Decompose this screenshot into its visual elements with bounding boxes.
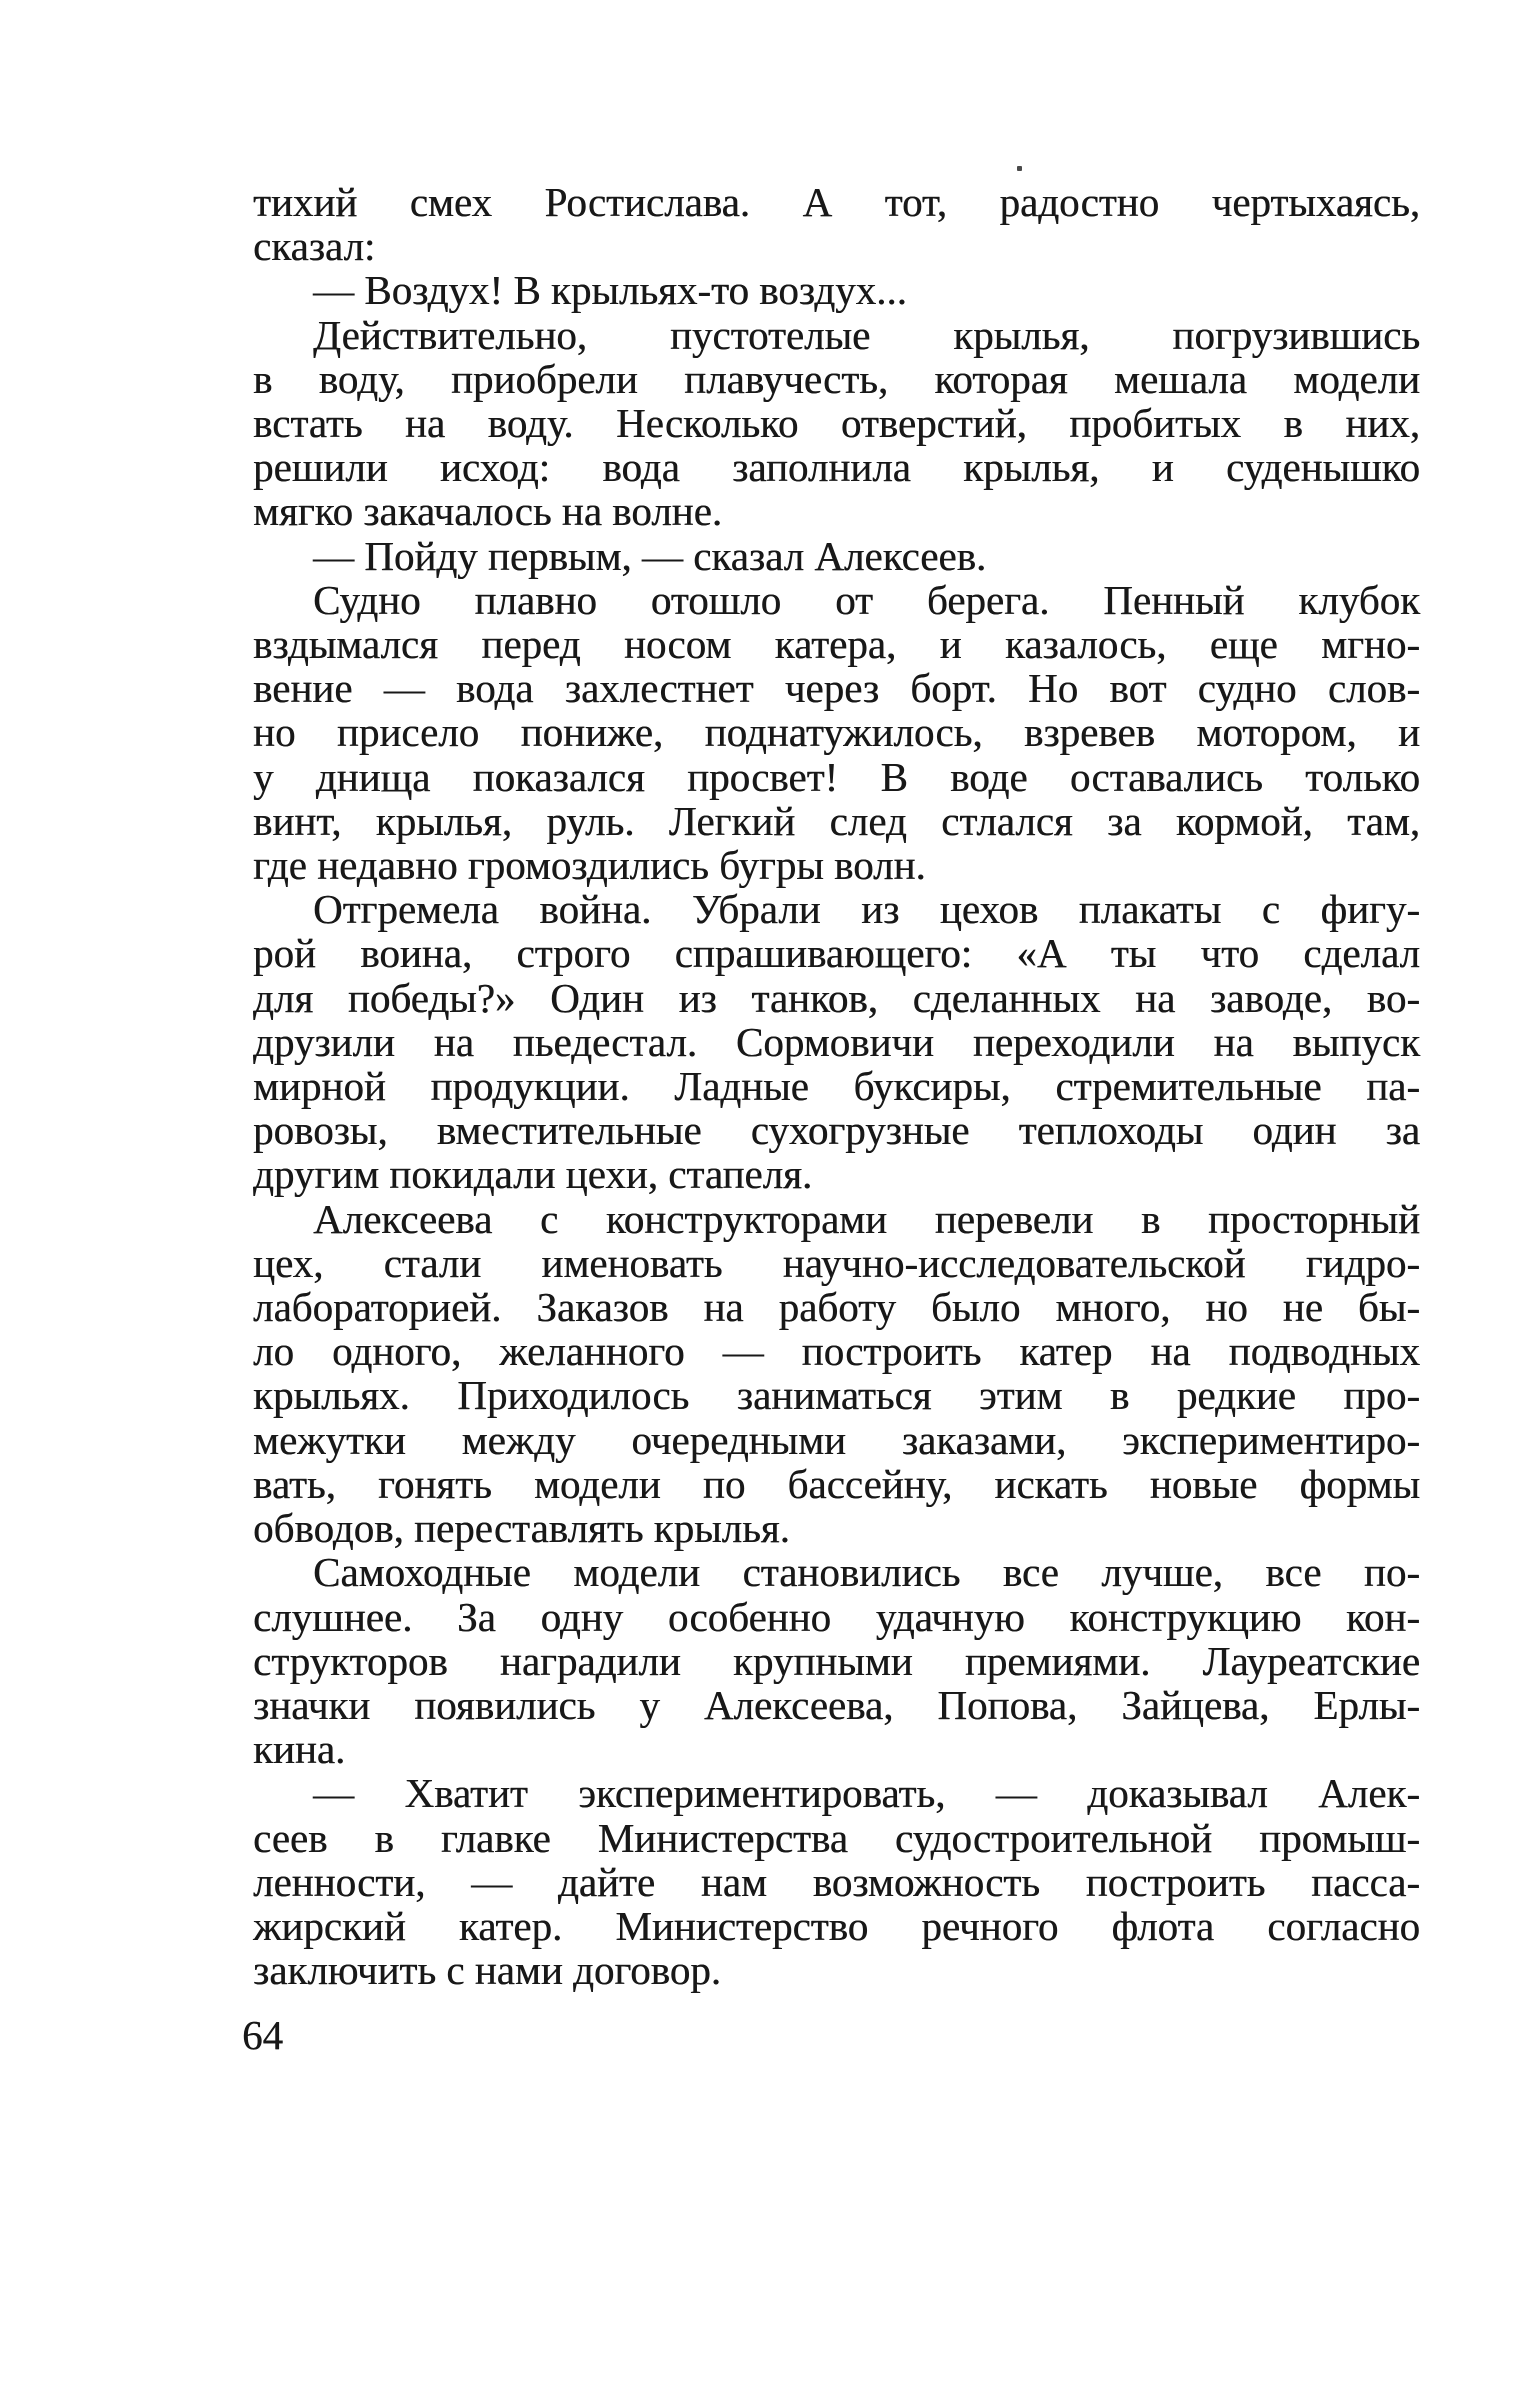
- text-line: обводов, переставлять крылья.: [253, 1505, 790, 1552]
- text-line: крыльях. Приходилось заниматься этим в редкие про-: [253, 1372, 1420, 1419]
- text-line: структоров наградили крупными премиями. Лауреатские: [253, 1637, 1420, 1684]
- text-line: в воду, приобрели плавучесть, которая мешала модели: [253, 355, 1420, 402]
- text-line: сеев в главке Министерства судостроительной промыш-: [253, 1814, 1420, 1861]
- text-line: межутки между очередными заказами, экспериментиро-: [253, 1416, 1420, 1463]
- text-line: Отгремела война. Убрали из цехов плакаты с фигу-: [313, 886, 1420, 933]
- text-line: — Воздух! В крыльях-то воздух...: [313, 267, 907, 314]
- text-line: ленности, — дайте нам возможность построить пасса-: [253, 1858, 1420, 1905]
- text-line: сказал:: [253, 223, 376, 270]
- text-line: вздымался перед носом катера, и казалось, еще мгно-: [253, 621, 1420, 668]
- text-line: где недавно громоздились бугры волн.: [253, 842, 926, 889]
- text-line: Самоходные модели становились все лучше, все по-: [313, 1549, 1420, 1596]
- text-line: жирский катер. Министерство речного флота согласно: [253, 1902, 1420, 1949]
- text-line: слушнее. За одну особенно удачную конструкцию кон-: [253, 1593, 1420, 1640]
- text-line: Алексеева с конструкторами перевели в просторный: [313, 1195, 1420, 1242]
- text-line: тихий смех Ростислава. А тот, радостно чертыхаясь,: [253, 179, 1420, 225]
- text-line: друзили на пьедестал. Сормовичи переходили на выпуск: [253, 1018, 1420, 1065]
- text-line: цех, стали именовать научно-исследовательской гидро-: [253, 1239, 1420, 1286]
- text-line: — Хватит экспериментировать, — доказывал Алек-: [313, 1770, 1420, 1817]
- text-line: — Пойду первым, — сказал Алексеев.: [313, 532, 987, 579]
- text-line: винт, крылья, руль. Легкий след стлался за кормой, там,: [253, 797, 1420, 844]
- text-line: встать на воду. Несколько отверстий, пробитых в них,: [253, 400, 1420, 447]
- text-line: ло одного, желанного — построить катер на подводных: [253, 1328, 1420, 1375]
- text-line: кина.: [253, 1726, 346, 1773]
- text-line: но присело пониже, поднатужилось, взревев мотором, и: [253, 709, 1420, 756]
- text-line: рой воина, строго спрашивающего: «А ты что сделал: [253, 930, 1420, 977]
- text-line: вать, гонять модели по бассейну, искать новые формы: [253, 1460, 1420, 1507]
- text-line: значки появились у Алексеева, Попова, Зайцева, Ерлы-: [253, 1681, 1420, 1728]
- text-line: лабораторией. Заказов на работу было много, но не бы-: [253, 1284, 1420, 1331]
- text-line: мягко закачалось на волне.: [253, 488, 723, 535]
- text-line: мирной продукции. Ладные буксиры, стремительные па-: [253, 1063, 1420, 1110]
- text-line: ровозы, вместительные сухогрузные теплоходы один за: [253, 1107, 1420, 1154]
- text-block: [253, 180, 1420, 1992]
- text-line: для победы?» Один из танков, сделанных на заводе, во-: [253, 974, 1420, 1021]
- text-line: решили исход: вода заполнила крылья, и суденышко: [253, 444, 1420, 491]
- text-line: у днища показался просвет! В воде оставались только: [253, 753, 1420, 800]
- text-line: Действительно, пустотелые крылья, погрузившись: [313, 311, 1420, 358]
- text-line: другим покидали цехи, стапеля.: [253, 1151, 813, 1198]
- scan-speck: [1017, 166, 1022, 171]
- text-line: Судно плавно отошло от берега. Пенный клубок: [313, 576, 1420, 623]
- text-line: вение — вода захлестнет через борт. Но вот судно слов-: [253, 665, 1420, 712]
- page-number: 64: [242, 2012, 283, 2058]
- text-line: заключить с нами договор.: [253, 1947, 721, 1994]
